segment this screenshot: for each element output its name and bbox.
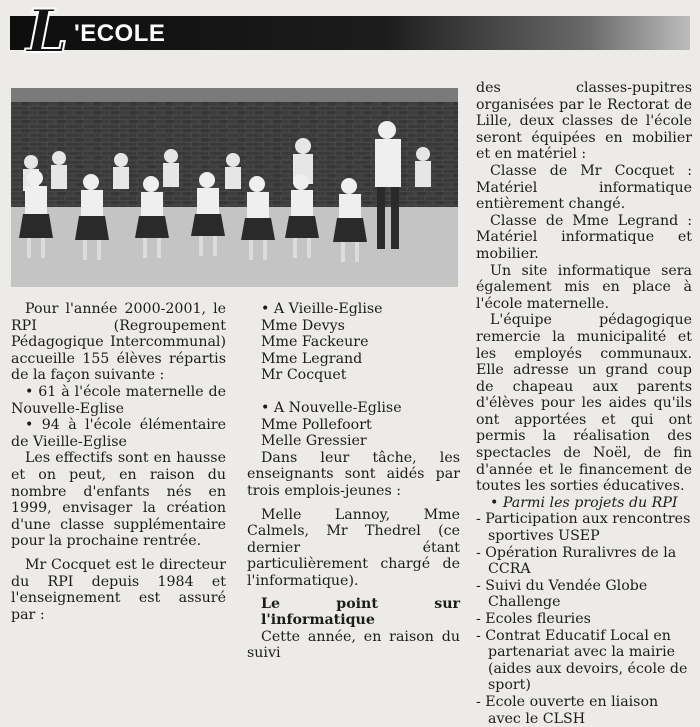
project-item: - Participation aux rencontres sportives USEP [476, 511, 691, 545]
projects-heading: • Parmi les projets du RPI [490, 494, 678, 511]
paragraph: Un site informatique sera également mis en place à l'école maternelle. [476, 262, 692, 312]
paragraph: Cette année, en raison du suivi [247, 628, 460, 662]
staff-name: Mme Devys [261, 317, 345, 334]
paragraph: Mr Cocquet est le directeur du RPI depuis 1984 et l'enseignement est assuré par : [11, 556, 226, 623]
staff-name: Mme Fackeure [261, 334, 369, 351]
paragraph: L'équipe pédagogique remercie la municipalité et les employés communaux. Elle adresse un grand coup de chapeau aux parents d'élèves pour les aides qu'ils ont apportées et qui ont permis la réalisation des spectacles de Noël, de fin d'année et le financement de toutes les sorties éducatives. [476, 312, 692, 495]
project-item: - Ecole ouverte en liaison avec le CLSH [476, 693, 659, 727]
school-photo [11, 88, 458, 287]
paragraph: Pour l'année 2000-2001, le RPI (Regroupement Pédagogique Intercommunal) accueille 155 élèves répartis de la façon suivante : [11, 301, 226, 384]
staff-name: Melle Gressier [261, 433, 367, 450]
list-item: • A Vieille-Eglise [261, 301, 383, 317]
staff-name: Mme Pollefoort [261, 416, 372, 433]
staff-name: Mme Legrand [261, 350, 363, 367]
project-item: - Suivi du Vendée Globe Challenge [476, 577, 648, 611]
project-item: - Ecoles fleuries [476, 611, 591, 627]
paragraph: Dans leur tâche, les enseignants sont aidés par trois emplois-jeunes : [247, 449, 460, 499]
column-1 [11, 301, 226, 623]
list-item: • 61 à l'école maternelle de Nouvelle-Eglise [11, 383, 226, 417]
paragraph: des classes-pupitres organisées par le Rectorat de Lille, deux classes de l'école seront équipées en mobilier et en matériel : [476, 80, 692, 163]
section-heading: Le point sur l'informatique [261, 595, 460, 629]
project-item: - Contrat Educatif Local en partenariat avec la mairie (aides aux devoirs, école de sport) [476, 627, 688, 694]
paragraph: Classe de Mr Cocquet : Matériel informatique entièrement changé. [476, 162, 692, 213]
school-photo-image [11, 88, 458, 287]
project-item: - Opération Ruralivres de la CCRA [476, 544, 677, 578]
column-2 [247, 301, 460, 662]
list-item: • A Nouvelle-Eglise [261, 399, 402, 416]
paragraph: Classe de Mme Legrand : Matériel informatique et mobilier. [476, 212, 692, 262]
staff-name: Mr Cocquet [261, 367, 347, 384]
column-3 [476, 80, 692, 727]
paragraph: Melle Lannoy, Mme Calmels, Mr Thedrel (ce dernier étant particulièrement chargé de l'informatique). [247, 506, 460, 589]
header-initial: L [26, 0, 69, 67]
list-item: • 94 à l'école élémentaire de Vieille-Eglise [11, 417, 226, 450]
header-title: 'ECOLE [74, 20, 166, 47]
paragraph: Les effectifs sont en hausse et on peut, en raison du nombre d'enfants nés en 1999, envisager la création d'une classe supplémentaire pour la prochaine rentrée. [11, 450, 226, 550]
